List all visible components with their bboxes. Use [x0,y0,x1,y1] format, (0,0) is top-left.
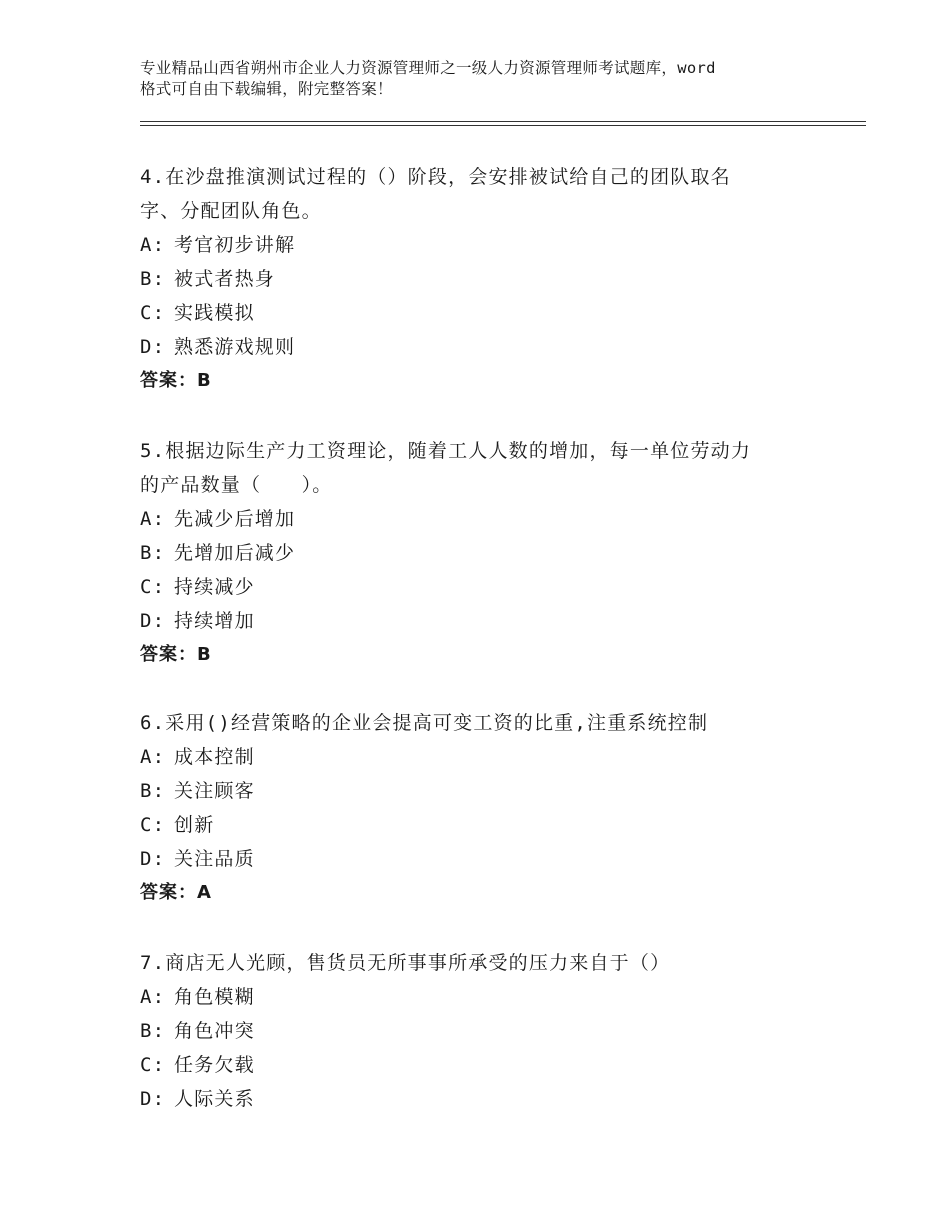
option-key: B: [140,1020,166,1042]
document-header [140,58,840,100]
header-line-1: 专业精品山西省朔州市企业人力资源管理师之一级人力资源管理师考试题库，word [140,59,716,77]
question-5 [140,434,820,672]
option-text: 关注顾客 [174,780,255,802]
option-text: 被式者热身 [174,268,276,290]
option-a [140,980,820,1014]
option-c [140,1048,820,1082]
answer: 答案：A [140,882,212,903]
option-text: 熟悉游戏规则 [174,336,296,358]
option-a [140,228,820,262]
option-text: 实践模拟 [174,302,255,324]
option-text: 先减少后增加 [174,508,296,530]
option-key: A: [140,234,166,256]
option-text: 持续增加 [174,610,255,632]
question-stem-line: 字、分配团队角色。 [140,200,322,222]
question-stem-line: 4.在沙盘推演测试过程的（）阶段，会安排被试给自己的团队取名 [140,166,731,188]
option-b [140,774,820,808]
option-key: A: [140,508,166,530]
option-key: B: [140,780,166,802]
option-key: C: [140,1054,166,1076]
answer: 答案：B [140,370,212,391]
question-stem-line: 6.采用()经营策略的企业会提高可变工资的比重,注重系统控制 [140,712,709,734]
option-key: A: [140,746,166,768]
option-key: B: [140,542,166,564]
option-key: D: [140,848,166,870]
option-c [140,296,820,330]
option-key: C: [140,576,166,598]
question-4 [140,160,820,398]
option-key: D: [140,336,166,358]
option-d [140,330,820,364]
option-text: 关注品质 [174,848,255,870]
option-text: 考官初步讲解 [174,234,296,256]
option-text: 人际关系 [174,1088,255,1110]
option-a [140,502,820,536]
option-c [140,808,820,842]
option-text: 角色冲突 [174,1020,255,1042]
option-d [140,604,820,638]
option-d [140,842,820,876]
option-key: D: [140,1088,166,1110]
option-d [140,1082,820,1116]
option-key: A: [140,986,166,1008]
header-line-2: 格式可自由下载编辑，附完整答案！ [140,80,393,98]
option-a [140,740,820,774]
option-b [140,1014,820,1048]
question-stem-line: 5.根据边际生产力工资理论，随着工人人数的增加，每一单位劳动力 [140,440,752,462]
option-key: C: [140,814,166,836]
question-7 [140,946,820,1116]
option-text: 角色模糊 [174,986,255,1008]
answer: 答案：B [140,644,212,665]
option-c [140,570,820,604]
option-key: D: [140,610,166,632]
option-key: B: [140,268,166,290]
question-stem-line: 7.商店无人光顾，售货员无所事事所承受的压力来自于（） [140,952,671,974]
option-b [140,262,820,296]
header-divider-top [140,121,866,122]
question-6 [140,706,820,910]
option-text: 创新 [174,814,215,836]
option-text: 先增加后减少 [174,542,296,564]
option-text: 持续减少 [174,576,255,598]
question-stem-line: 的产品数量（ ）。 [140,474,333,496]
option-key: C: [140,302,166,324]
option-text: 成本控制 [174,746,255,768]
header-divider-bottom [140,125,866,126]
option-b [140,536,820,570]
option-text: 任务欠载 [174,1054,255,1076]
